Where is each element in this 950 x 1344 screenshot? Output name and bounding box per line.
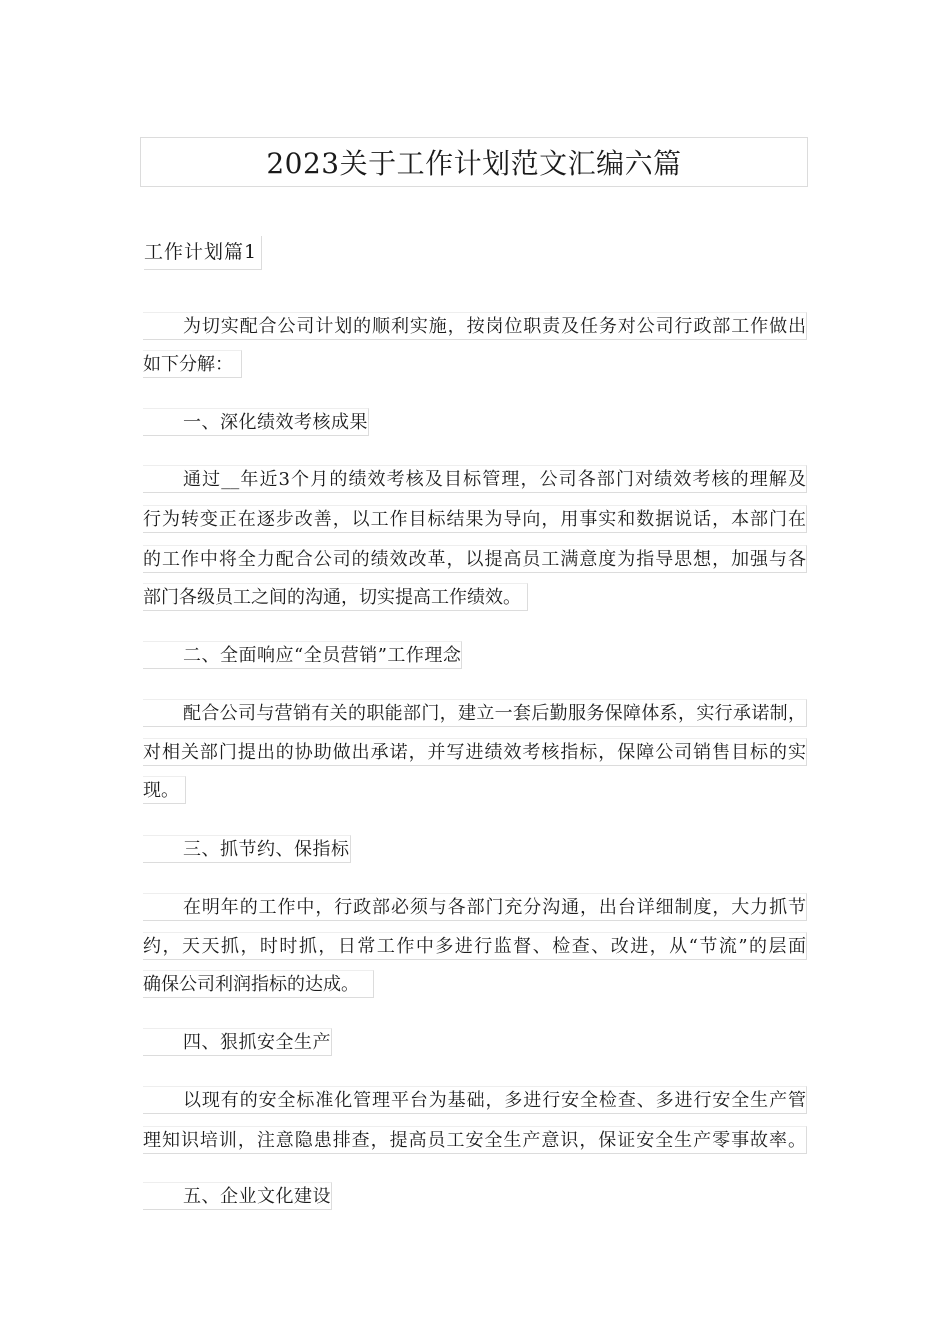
paragraph-line: 现。 (143, 776, 186, 804)
paragraph-line: 约，天天抓，时时抓，日常工作中多进行监督、检查、改进，从“节流”的层面 (143, 932, 807, 960)
paragraph-line: 对相关部门提出的协助做出承诺，并写进绩效考核指标，保障公司销售目标的实 (143, 738, 807, 766)
paragraph-line: 理知识培训，注意隐患排查，提高员工安全生产意识，保证安全生产零事故率。 (143, 1126, 807, 1154)
section-label: 工作计划篇1 (144, 236, 262, 270)
paragraph-line: 在明年的工作中，行政部必须与各部门充分沟通，出台详细制度，大力抓节 (143, 893, 807, 921)
paragraph-line: 如下分解： (143, 350, 242, 378)
section-heading: 二、全面响应“全员营销”工作理念 (143, 641, 462, 669)
document-title: 2023关于工作计划范文汇编六篇 (140, 137, 808, 187)
paragraph-line: 通过__年近3个月的绩效考核及目标管理，公司各部门对绩效考核的理解及 (143, 465, 807, 493)
paragraph-line: 的工作中将全力配合公司的绩效改革，以提高员工满意度为指导思想，加强与各 (143, 545, 807, 573)
paragraph-line: 以现有的安全标准化管理平台为基础，多进行安全检查、多进行安全生产管 (143, 1086, 807, 1114)
paragraph-line: 确保公司利润指标的达成。 (143, 970, 374, 998)
paragraph-line: 配合公司与营销有关的职能部门，建立一套后勤服务保障体系，实行承诺制， (143, 699, 807, 727)
paragraph-line: 为切实配合公司计划的顺利实施，按岗位职责及任务对公司行政部工作做出 (143, 312, 807, 340)
paragraph-line: 行为转变正在逐步改善，以工作目标结果为导向，用事实和数据说话，本部门在 (143, 505, 807, 533)
section-heading: 三、抓节约、保指标 (143, 835, 351, 863)
section-heading: 四、狠抓安全生产 (143, 1028, 332, 1056)
section-heading: 一、深化绩效考核成果 (143, 408, 369, 436)
paragraph-line: 部门各级员工之间的沟通，切实提高工作绩效。 (143, 583, 528, 611)
section-heading: 五、企业文化建设 (143, 1182, 332, 1210)
